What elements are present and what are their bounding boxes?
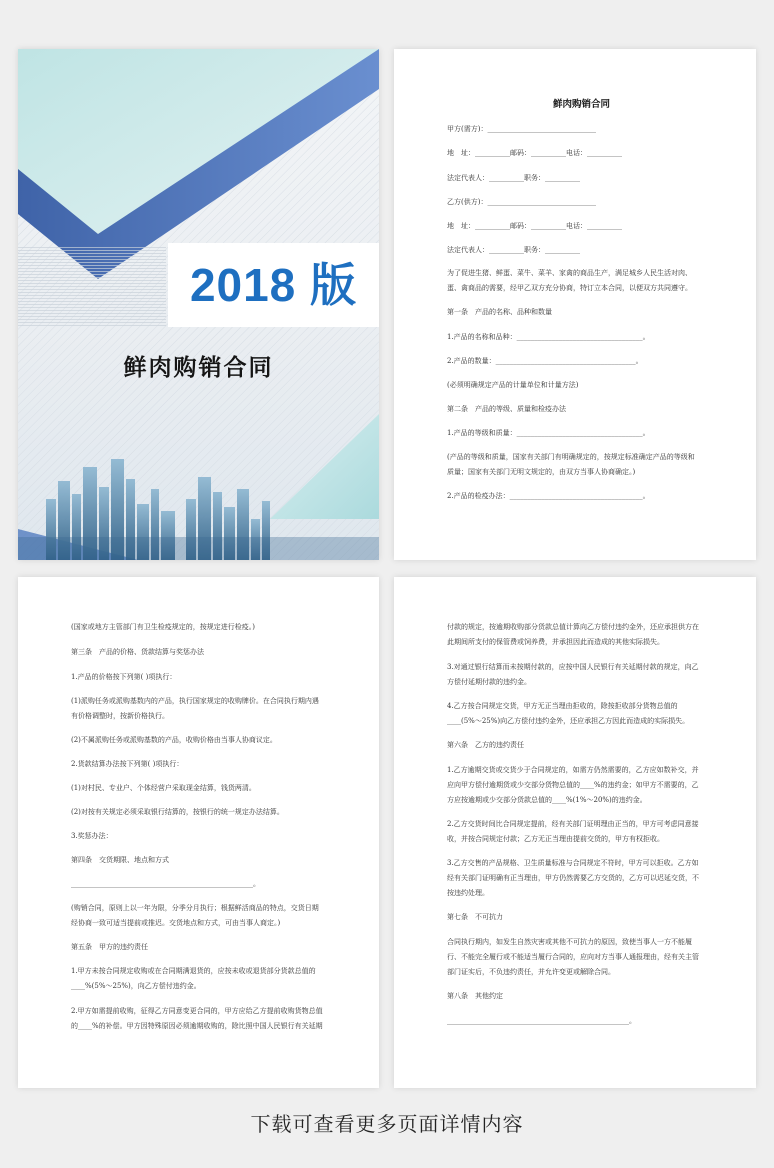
- preamble-line-1: 为了促进生猪、鲜蛋、菜牛、菜羊、家禽的商品生产，满足城乡人民生活对肉、: [447, 269, 692, 277]
- clause-line: 2.产品的数量：________________________________________。: [447, 357, 643, 365]
- article-2-heading: 第二条 产品的等级、质量和检疫办法: [447, 405, 566, 413]
- clause-line: 合同执行期内，如发生自然灾害或其他不可抗力的原因，致使当事人一方不能履: [447, 938, 692, 946]
- clause-line: 2.甲方如需提前收购，征得乙方同意变更合同的，甲方应给乙方提前收购货物总值: [71, 1007, 323, 1015]
- cover-year-label: 2018 版: [168, 243, 379, 327]
- clause-line: 方应按逾期或少交部分货款总值的____%(1%～20%)的违约金。: [447, 796, 647, 804]
- cover-page: [18, 49, 379, 560]
- clause-line: (购销合同，原则上以一年为限，分季分月执行；根据鲜活商品的特点，交货日期: [71, 904, 319, 912]
- clause-line: 此期间所支付的保管费或饲养费，并承担因此而造成的其他实际损失。: [447, 638, 664, 646]
- clause-line: (必须明确规定产品的计量单位和计量方法): [447, 381, 579, 389]
- document-title: 鲜肉购销合同: [552, 99, 610, 110]
- cover-title: 鲜肉购销合同: [123, 355, 274, 381]
- clause-line: (1)对村民、专业户、个体经营户采取现金结算，钱货两清。: [71, 784, 256, 792]
- clause-line: 1.甲方未按合同规定收购或在合同期满退货的，应按未收或退货部分货款总值的: [71, 967, 316, 975]
- clause-line: 方偿付延期付款的违约金。: [447, 678, 531, 686]
- party-a-address: 地 址：__________邮码：__________电话：__________: [447, 149, 622, 157]
- clause-line: 1.乙方逾期交货或交货少于合同规定的，如需方仍然需要的，乙方应如数补交，并: [447, 766, 699, 774]
- clause-line: 2.货款结算办法按下列第( )项执行：: [71, 760, 184, 768]
- clause-line: 3.奖惩办法：: [71, 832, 113, 840]
- clause-line: 应向甲方偿付逾期货或少交部分货物总值的____%的违约金；如甲方不需要的，乙: [447, 781, 699, 789]
- clause-line: 按违约处理。: [447, 889, 489, 897]
- clause-line: 部门证实后，不负违约责任，并允许变更或解除合同。: [447, 968, 615, 976]
- article-7-heading: 第七条 不可抗力: [447, 913, 503, 921]
- clause-line: (产品的等级和质量，国家有关部门有明确规定的，按规定标准确定产品的等级和: [447, 453, 695, 461]
- clause-line: 有价格调整时，按新价格执行。: [71, 712, 169, 720]
- article-5-heading: 第五条 甲方的违约责任: [71, 943, 148, 951]
- article-1-heading: 第一条 产品的名称、品种和数量: [447, 308, 552, 316]
- download-more-caption[interactable]: 下载可查看更多页面详情内容: [250, 1112, 524, 1136]
- clause-line: 1.产品的等级和质量：____________________________________。: [447, 429, 650, 437]
- clause-line: (国家或地方主管部门有卫生检疫规定的，按规定进行检疫。): [71, 623, 255, 631]
- clause-line: (2)对按有关规定必须采取银行结算的，按银行的统一规定办法结算。: [71, 808, 284, 816]
- clause-line: ____(5%～25%)向乙方偿付违约金外，还应承担乙方因此而造成的实际损失。: [447, 717, 690, 725]
- clause-line: 4.乙方按合同规定交货，甲方无正当理由拒收的，除按拒收部分货物总值的: [447, 702, 678, 710]
- article-3-heading: 第三条 产品的价格、货款结算与奖惩办法: [71, 648, 204, 656]
- clause-line: 1.产品的价格按下列第( )项执行：: [71, 673, 177, 681]
- clause-line: 质量；国家有关部门无明文规定的，由双方当事人协商确定。): [447, 468, 636, 476]
- clause-line: 的____%的补偿。甲方因特殊原因必须逾期收购的，除比照中国人民银行有关延期: [71, 1022, 323, 1030]
- clause-line: 付款的规定，按逾期收购部分货款总值计算向乙方偿付违约金外，还应承担供方在: [447, 623, 699, 631]
- document-page-1: [394, 49, 756, 560]
- clause-line: 3.乙方交售的产品规格、卫生质量标准与合同规定不符时，甲方可以拒收。乙方如: [447, 859, 699, 867]
- clause-line: 行、不能完全履行或不能适当履行合同的，应向对方当事人通报理由，经有关主管: [447, 953, 699, 961]
- document-page-3: [394, 577, 756, 1088]
- clause-line: 收，并按合同规定付款；乙方无正当理由提前交货的，甲方有权拒收。: [447, 835, 664, 843]
- clause-line: 2.产品的检疫办法：______________________________________。: [447, 492, 650, 500]
- clause-line: 经协商一致可适当提前或推迟。交货地点和方式，可由当事人商定。): [71, 919, 281, 927]
- party-b-address: 地 址：__________邮码：__________电话：__________: [447, 222, 622, 230]
- party-b-line: 乙方(供方)：_______________________________: [447, 198, 596, 206]
- clause-line: ____%(5%～25%)，向乙方偿付违约金。: [71, 982, 201, 990]
- clause-line: ____________________________________________________。: [447, 1017, 636, 1025]
- article-8-heading: 第八条 其他约定: [447, 992, 503, 1000]
- clause-line: 2.乙方交货时间比合同规定提前，经有关部门证明理由正当的，甲方可考虑同意接: [447, 820, 699, 828]
- party-a-representative: 法定代表人：__________职务：__________: [447, 174, 580, 182]
- document-page-2: [18, 577, 379, 1088]
- party-a-line: 甲方(需方)：_______________________________: [447, 125, 596, 133]
- clause-line: 3.对通过银行结算而未按期付款的，应按中国人民银行有关延期付款的规定，向乙: [447, 663, 699, 671]
- party-b-representative: 法定代表人：__________职务：__________: [447, 246, 580, 254]
- article-4-heading: 第四条 交货期限、地点和方式: [71, 856, 169, 864]
- clause-line: ____________________________________________________。: [71, 880, 260, 888]
- article-6-heading: 第六条 乙方的违约责任: [447, 741, 524, 749]
- preamble-line-2: 蛋、禽商品的需要，经甲乙双方充分协商，特订立本合同，以便双方共同遵守。: [447, 284, 692, 292]
- clause-line: (1)派购任务或派购基数内的产品，执行国家规定的收购牌价。在合同执行期内遇: [71, 697, 319, 705]
- clause-line: 1.产品的名称和品种：____________________________________。: [447, 333, 650, 341]
- clause-line: (2)不属派购任务或派购基数的产品，收购价格由当事人协商议定。: [71, 736, 277, 744]
- clause-line: 经有关部门证明确有正当理由，甲方仍然需要乙方交货的，乙方可以迟延交货，不: [447, 874, 699, 882]
